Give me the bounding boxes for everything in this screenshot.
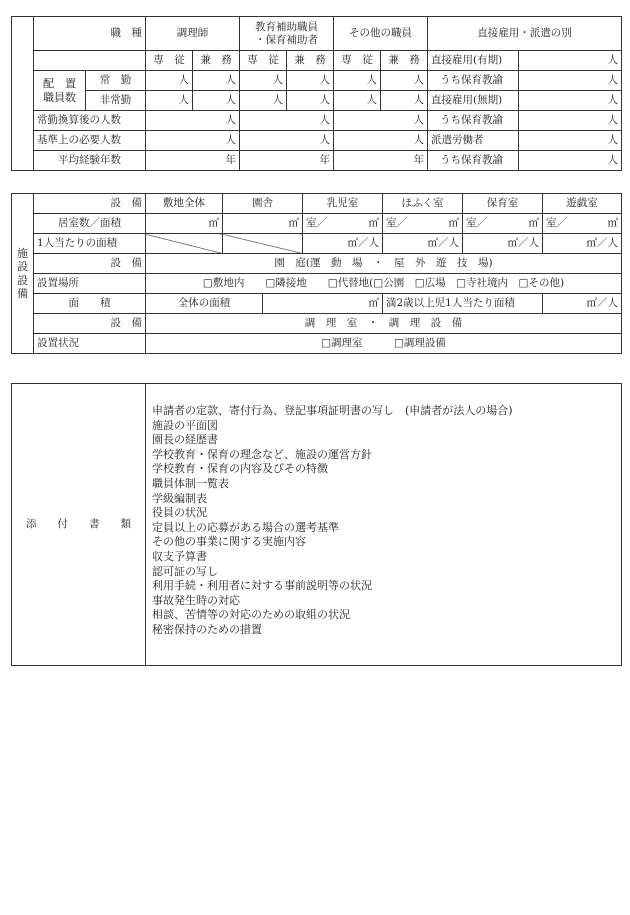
list-item: 収支予算書: [152, 549, 207, 563]
cook-header: 調理師: [146, 17, 240, 51]
col-building: 園舎: [223, 194, 303, 214]
assistant-header: 教育補助職員 ・保育補助者: [240, 17, 334, 51]
per-person-field[interactable]: ㎡／人: [303, 234, 383, 254]
required-label: 基準上の必要人数: [34, 131, 146, 151]
years-field[interactable]: 年: [146, 151, 240, 171]
list-item: 事故発生時の対応: [152, 593, 240, 607]
kitchen-title: 調 理 室 ・ 調 理 設 備: [146, 314, 622, 334]
blank-cell: [34, 51, 146, 71]
list-item: 園長の経歴書: [152, 433, 218, 447]
facility-table: [11, 193, 622, 354]
over2-area-label: 満2歳以上児1人当たり面積: [383, 294, 543, 314]
col-play-room: 遊戯室: [543, 194, 622, 214]
incl-teacher-label: うち保育教諭: [428, 71, 519, 91]
count-field[interactable]: 人: [381, 71, 428, 91]
disabled-cell: [223, 234, 303, 254]
list-item: 役員の状況: [152, 506, 207, 520]
status-label: 設置状況: [34, 334, 146, 354]
direct-open-label: 直接雇用(無期): [428, 91, 519, 111]
list-item: 利用手続・利用者に対する事前説明等の状況: [152, 579, 372, 593]
total-area-field[interactable]: ㎡: [263, 294, 383, 314]
job-type-label: 職 種: [34, 17, 146, 51]
placement-label: 配 置 職員数: [34, 71, 86, 111]
list-item: 学校教育・保育の内容及びその特徴: [152, 462, 328, 476]
col-infant-room: 乳児室: [303, 194, 383, 214]
count-field[interactable]: 人: [240, 111, 334, 131]
rooms-area-label: 居室数／面積: [34, 214, 146, 234]
total-area-label: 全体の面積: [146, 294, 263, 314]
per-person-field[interactable]: ㎡／人: [543, 234, 622, 254]
nonregular-label: 非常勤: [86, 91, 146, 111]
count-field[interactable]: 人: [334, 111, 428, 131]
disabled-cell: [146, 234, 223, 254]
list-item: 施設の平面図: [152, 418, 218, 432]
attachments-list: [146, 384, 622, 666]
col-nursery-room: 保育室: [463, 194, 543, 214]
full-time-label: 専 従: [240, 51, 287, 71]
equip-label: 設 備: [34, 254, 146, 274]
area-label: 面 積: [34, 294, 146, 314]
col-site: 敷地全体: [146, 194, 223, 214]
count-field[interactable]: 人: [146, 111, 240, 131]
rooms-area-field[interactable]: 室／ ㎡: [383, 214, 463, 234]
per-person-field[interactable]: ㎡／人: [383, 234, 463, 254]
hire-type-header: 直接雇用・派遣の別: [428, 17, 622, 51]
years-field[interactable]: 年: [240, 151, 334, 171]
location-options[interactable]: □敷地内 □隣接地 □代替地(□公園 □広場 □寺社境内 □その他): [146, 274, 622, 294]
location-label: 設置場所: [34, 274, 146, 294]
count-field[interactable]: 人: [519, 151, 622, 171]
col-crawl-room: ほふく室: [383, 194, 463, 214]
equip-label: 設 備: [34, 314, 146, 334]
list-item: 学校教育・保育の理念など、施設の運営方針: [152, 447, 372, 461]
count-field[interactable]: 人: [146, 131, 240, 151]
count-field[interactable]: 人: [193, 91, 240, 111]
direct-fixed-count[interactable]: 人: [519, 51, 622, 71]
list-item: その他の事業に関する実施内容: [152, 535, 306, 549]
dispatched-label: 派遣労働者: [428, 131, 519, 151]
list-item: 認可証の写し: [152, 564, 218, 578]
full-time-label: 専 従: [334, 51, 381, 71]
count-field[interactable]: 人: [334, 91, 381, 111]
area-field[interactable]: ㎡: [146, 214, 223, 234]
list-item: 相談、苦情等の対応のための取組の状況: [152, 608, 350, 622]
incl-teacher-label: うち保育教諭: [428, 111, 519, 131]
per-person-label: 1人当たりの面積: [34, 234, 146, 254]
list-item: 申請者の定款、寄付行為、登記事項証明書の写し (申請者が法人の場合): [152, 404, 513, 417]
over2-area-field[interactable]: ㎡／人: [543, 294, 622, 314]
attachments-label: 添 付 書 類: [12, 384, 146, 666]
count-field[interactable]: 人: [287, 71, 334, 91]
list-item: 定員以上の応募がある場合の選考基準: [152, 520, 339, 534]
count-field[interactable]: 人: [240, 91, 287, 111]
kitchen-options[interactable]: □調理室 □調理設備: [146, 334, 622, 354]
incl-teacher-label: うち保育教諭: [428, 151, 519, 171]
count-field[interactable]: 人: [240, 71, 287, 91]
count-field[interactable]: 人: [287, 91, 334, 111]
regular-label: 常 勤: [86, 71, 146, 91]
count-field[interactable]: 人: [334, 131, 428, 151]
count-field[interactable]: 人: [240, 131, 334, 151]
rooms-area-field[interactable]: 室／ ㎡: [303, 214, 383, 234]
other-staff-header: その他の職員: [334, 17, 428, 51]
rooms-area-field[interactable]: 室／ ㎡: [463, 214, 543, 234]
fte-label: 常勤換算後の人数: [34, 111, 146, 131]
count-field[interactable]: 人: [146, 91, 193, 111]
staff-left-margin: [12, 17, 34, 171]
count-field[interactable]: 人: [334, 71, 381, 91]
concurrent-label: 兼 務: [287, 51, 334, 71]
facility-section-label: 施 設 設 備: [12, 194, 34, 354]
count-field[interactable]: 人: [519, 131, 622, 151]
experience-label: 平均経験年数: [34, 151, 146, 171]
attachments-table: [11, 383, 622, 666]
count-field[interactable]: 人: [519, 71, 622, 91]
list-item: 秘密保持のための措置: [152, 622, 262, 636]
list-item: 学級編制表: [152, 491, 207, 505]
staff-table: [11, 16, 622, 171]
years-field[interactable]: 年: [334, 151, 428, 171]
rooms-area-field[interactable]: 室／ ㎡: [543, 214, 622, 234]
concurrent-label: 兼 務: [193, 51, 240, 71]
list-item: 職員体制一覧表: [152, 476, 229, 490]
equip-label: 設 備: [34, 194, 146, 214]
garden-title: 園 庭(運 動 場 ・ 屋 外 遊 技 場): [146, 254, 622, 274]
count-field[interactable]: 人: [381, 91, 428, 111]
area-field[interactable]: ㎡: [223, 214, 303, 234]
count-field[interactable]: 人: [519, 111, 622, 131]
per-person-field[interactable]: ㎡／人: [463, 234, 543, 254]
direct-fixed-label: 直接雇用(有期): [428, 51, 519, 71]
count-field[interactable]: 人: [193, 71, 240, 91]
concurrent-label: 兼 務: [381, 51, 428, 71]
full-time-label: 専 従: [146, 51, 193, 71]
count-field[interactable]: 人: [519, 91, 622, 111]
count-field[interactable]: 人: [146, 71, 193, 91]
